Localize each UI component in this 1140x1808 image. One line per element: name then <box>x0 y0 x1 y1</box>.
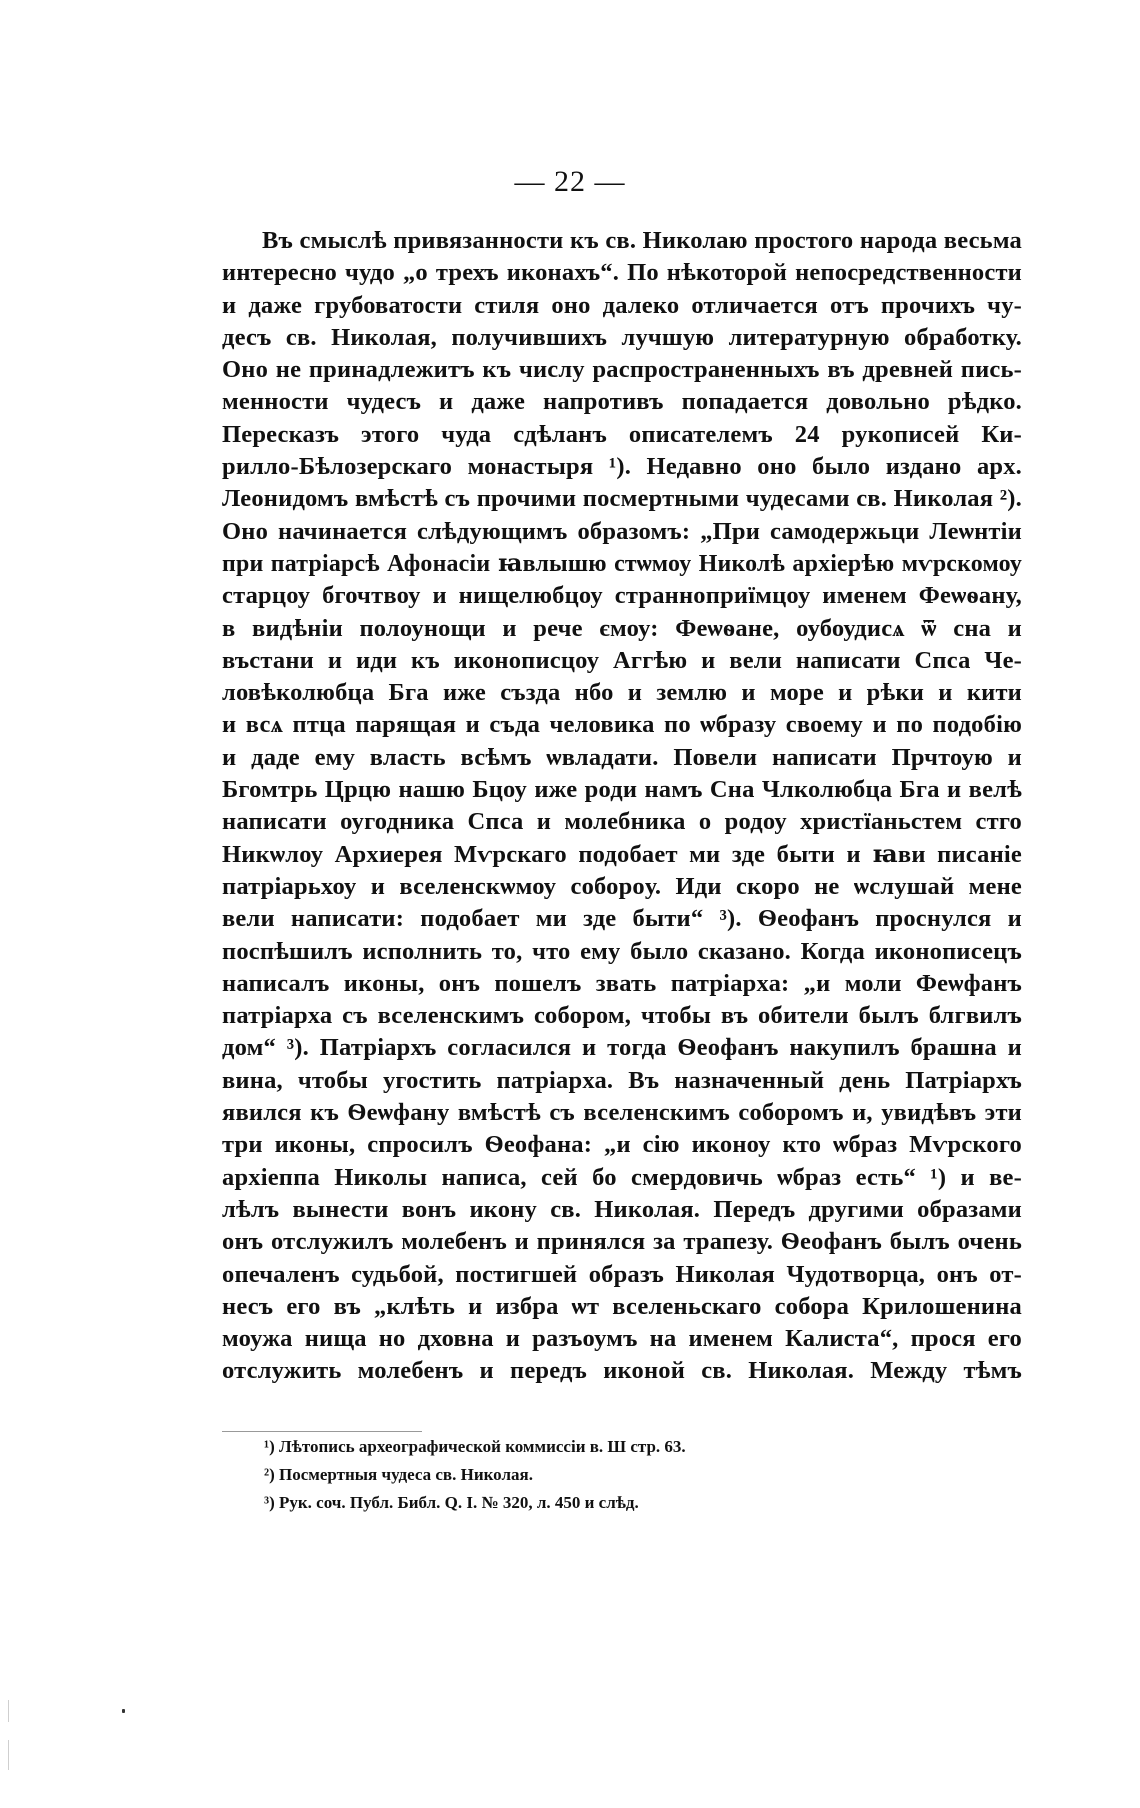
body-line: написати оугодника Спса и молебника о родоу христїаньстем стго <box>222 808 1022 836</box>
footnote-divider <box>222 1431 422 1432</box>
body-line: интересно чудо „о трехъ иконахъ“. По нѣкоторой непосредственности <box>222 259 1022 287</box>
body-line: патріарха съ вселенскимъ собором, чтобы въ обители былъ блгвилъ <box>222 1002 1022 1030</box>
body-line: три иконы, спросилъ Ѳеофана: „и сію иконоу кто ѡбраз Мѵрского <box>222 1131 1022 1159</box>
body-line: и даже грубоватости стиля оно далеко отличается отъ прочихъ чу- <box>222 291 1022 319</box>
body-line: и даде ему власть всѣмъ ѡвладати. Повели написати Прчтоую и <box>222 743 1022 771</box>
body-line: архіеппа Николы написа, сей бо смердовичь ѡбраз есть“ ¹) и ве- <box>222 1163 1022 1191</box>
body-line: онъ отслужилъ молебенъ и принялся за трапезу. Ѳеофанъ былъ очень <box>222 1228 1022 1256</box>
body-line: в видѣніи полоунощи и рече ємоу: Феѡѳане, оубоудисѧ ѿ сна и <box>222 614 1022 642</box>
body-line: дом“ ³). Патріархъ согласился и тогда Ѳеофанъ накупилъ брашна и <box>222 1034 1022 1062</box>
body-line: ловѣколюбца Бга иже създа нбо и землю и море и рѣки и кити <box>222 679 1022 707</box>
body-line: въстани и иди къ иконописцоу Аггѣю и вели написати Спса Че- <box>222 646 1022 674</box>
body-line: Никѡлоу Архиерея Мѵрскаго подобает ми зде быти и ꙗви писаніе <box>222 840 1022 868</box>
body-line: Въ смыслѣ привязанности къ св. Николаю простого народа весьма <box>262 227 1022 254</box>
body-line: Оно не принадлежитъ къ числу распространенныхъ въ древней пись- <box>222 356 1022 384</box>
body-text <box>222 225 1022 1388</box>
footnote: ³) Рук. соч. Публ. Библ. Q. I. № 320, л. 450 и слѣд. <box>264 1493 639 1512</box>
body-line: поспѣшилъ исполнить то, что ему было сказано. Когда иконописецъ <box>222 937 1022 965</box>
body-line: при патріарсѣ Афонасіи ꙗвлышю стѡмоу Николѣ архіерѣю мѵрскомоу <box>222 550 1022 577</box>
body-line: несъ его въ „клѣть и избра ѡт вселеньскаго собора Крилошенина <box>222 1292 1022 1320</box>
page-number: — 22 — <box>514 165 626 198</box>
scan-edge-mark <box>8 1740 9 1770</box>
body-line: десъ св. Николая, получившихъ лучшую литературную обработку. <box>222 323 1022 351</box>
body-line: вина, чтобы угостить патріарха. Въ назначенный день Патріархъ <box>222 1066 1022 1094</box>
body-line: Бгомтрь Црцю нашю Бцоу иже роди намъ Сна Члколюбца Бга и велѣ <box>222 776 1022 804</box>
scan-speck <box>122 1709 125 1713</box>
body-line: вели написати: подобает ми зде быти“ ³). Ѳеофанъ проснулся и <box>222 905 1022 933</box>
body-line: опечаленъ судьбой, постигшей образъ Николая Чудотворца, онъ от- <box>222 1260 1022 1288</box>
body-line: Леонидомъ вмѣстѣ съ прочими посмертными чудесами св. Николая ²). <box>222 485 1022 513</box>
body-line: старцоу бгочтвоу и нищелюбцоу странноприїмцоу именем Феѡѳану, <box>222 582 1022 610</box>
body-line: патріарьхоу и вселенскѡмоу соборoу. Иди скоро не ѡслушай мене <box>222 872 1022 900</box>
footnote: ¹) Лѣтопись археографической коммиссіи в. Ш стр. 63. <box>264 1437 686 1456</box>
body-line: и всѧ птца парящая и съда человика по ѡбразу своему и по подобію <box>222 711 1022 739</box>
body-line: явился къ Ѳеѡфану вмѣстѣ съ вселенскимъ соборомъ и, увидѣвъ эти <box>222 1099 1022 1127</box>
body-line: Оно начинается слѣдующимъ образомъ: „При самодержьци Леѡнтіи <box>222 517 1022 545</box>
body-line: написалъ иконы, онъ пошелъ звать патріарха: „и моли Феѡфанъ <box>222 969 1022 997</box>
body-line: менности чудесъ и даже напротивъ попадается довольно рѣдко. <box>222 388 1022 416</box>
body-line: лѣлъ вынести вонъ икону св. Николая. Передъ другими образами <box>222 1195 1022 1223</box>
body-line: отслужить молебенъ и передъ иконой св. Николая. Между тѣмъ <box>222 1357 1022 1385</box>
scan-edge-mark <box>8 1700 9 1722</box>
body-line: моужа нища но дховна и разъоумъ на именем Калиста“, прося его <box>222 1325 1022 1353</box>
footnotes <box>264 1433 864 1517</box>
body-line: рилло-Бѣлозерскаго монастыря ¹). Недавно оно было издано арх. <box>222 453 1022 481</box>
body-line: Пересказъ этого чуда сдѣланъ описателемъ 24 рукописей Ки- <box>222 420 1022 448</box>
footnote: ²) Посмертныя чудеса св. Николая. <box>264 1465 533 1484</box>
